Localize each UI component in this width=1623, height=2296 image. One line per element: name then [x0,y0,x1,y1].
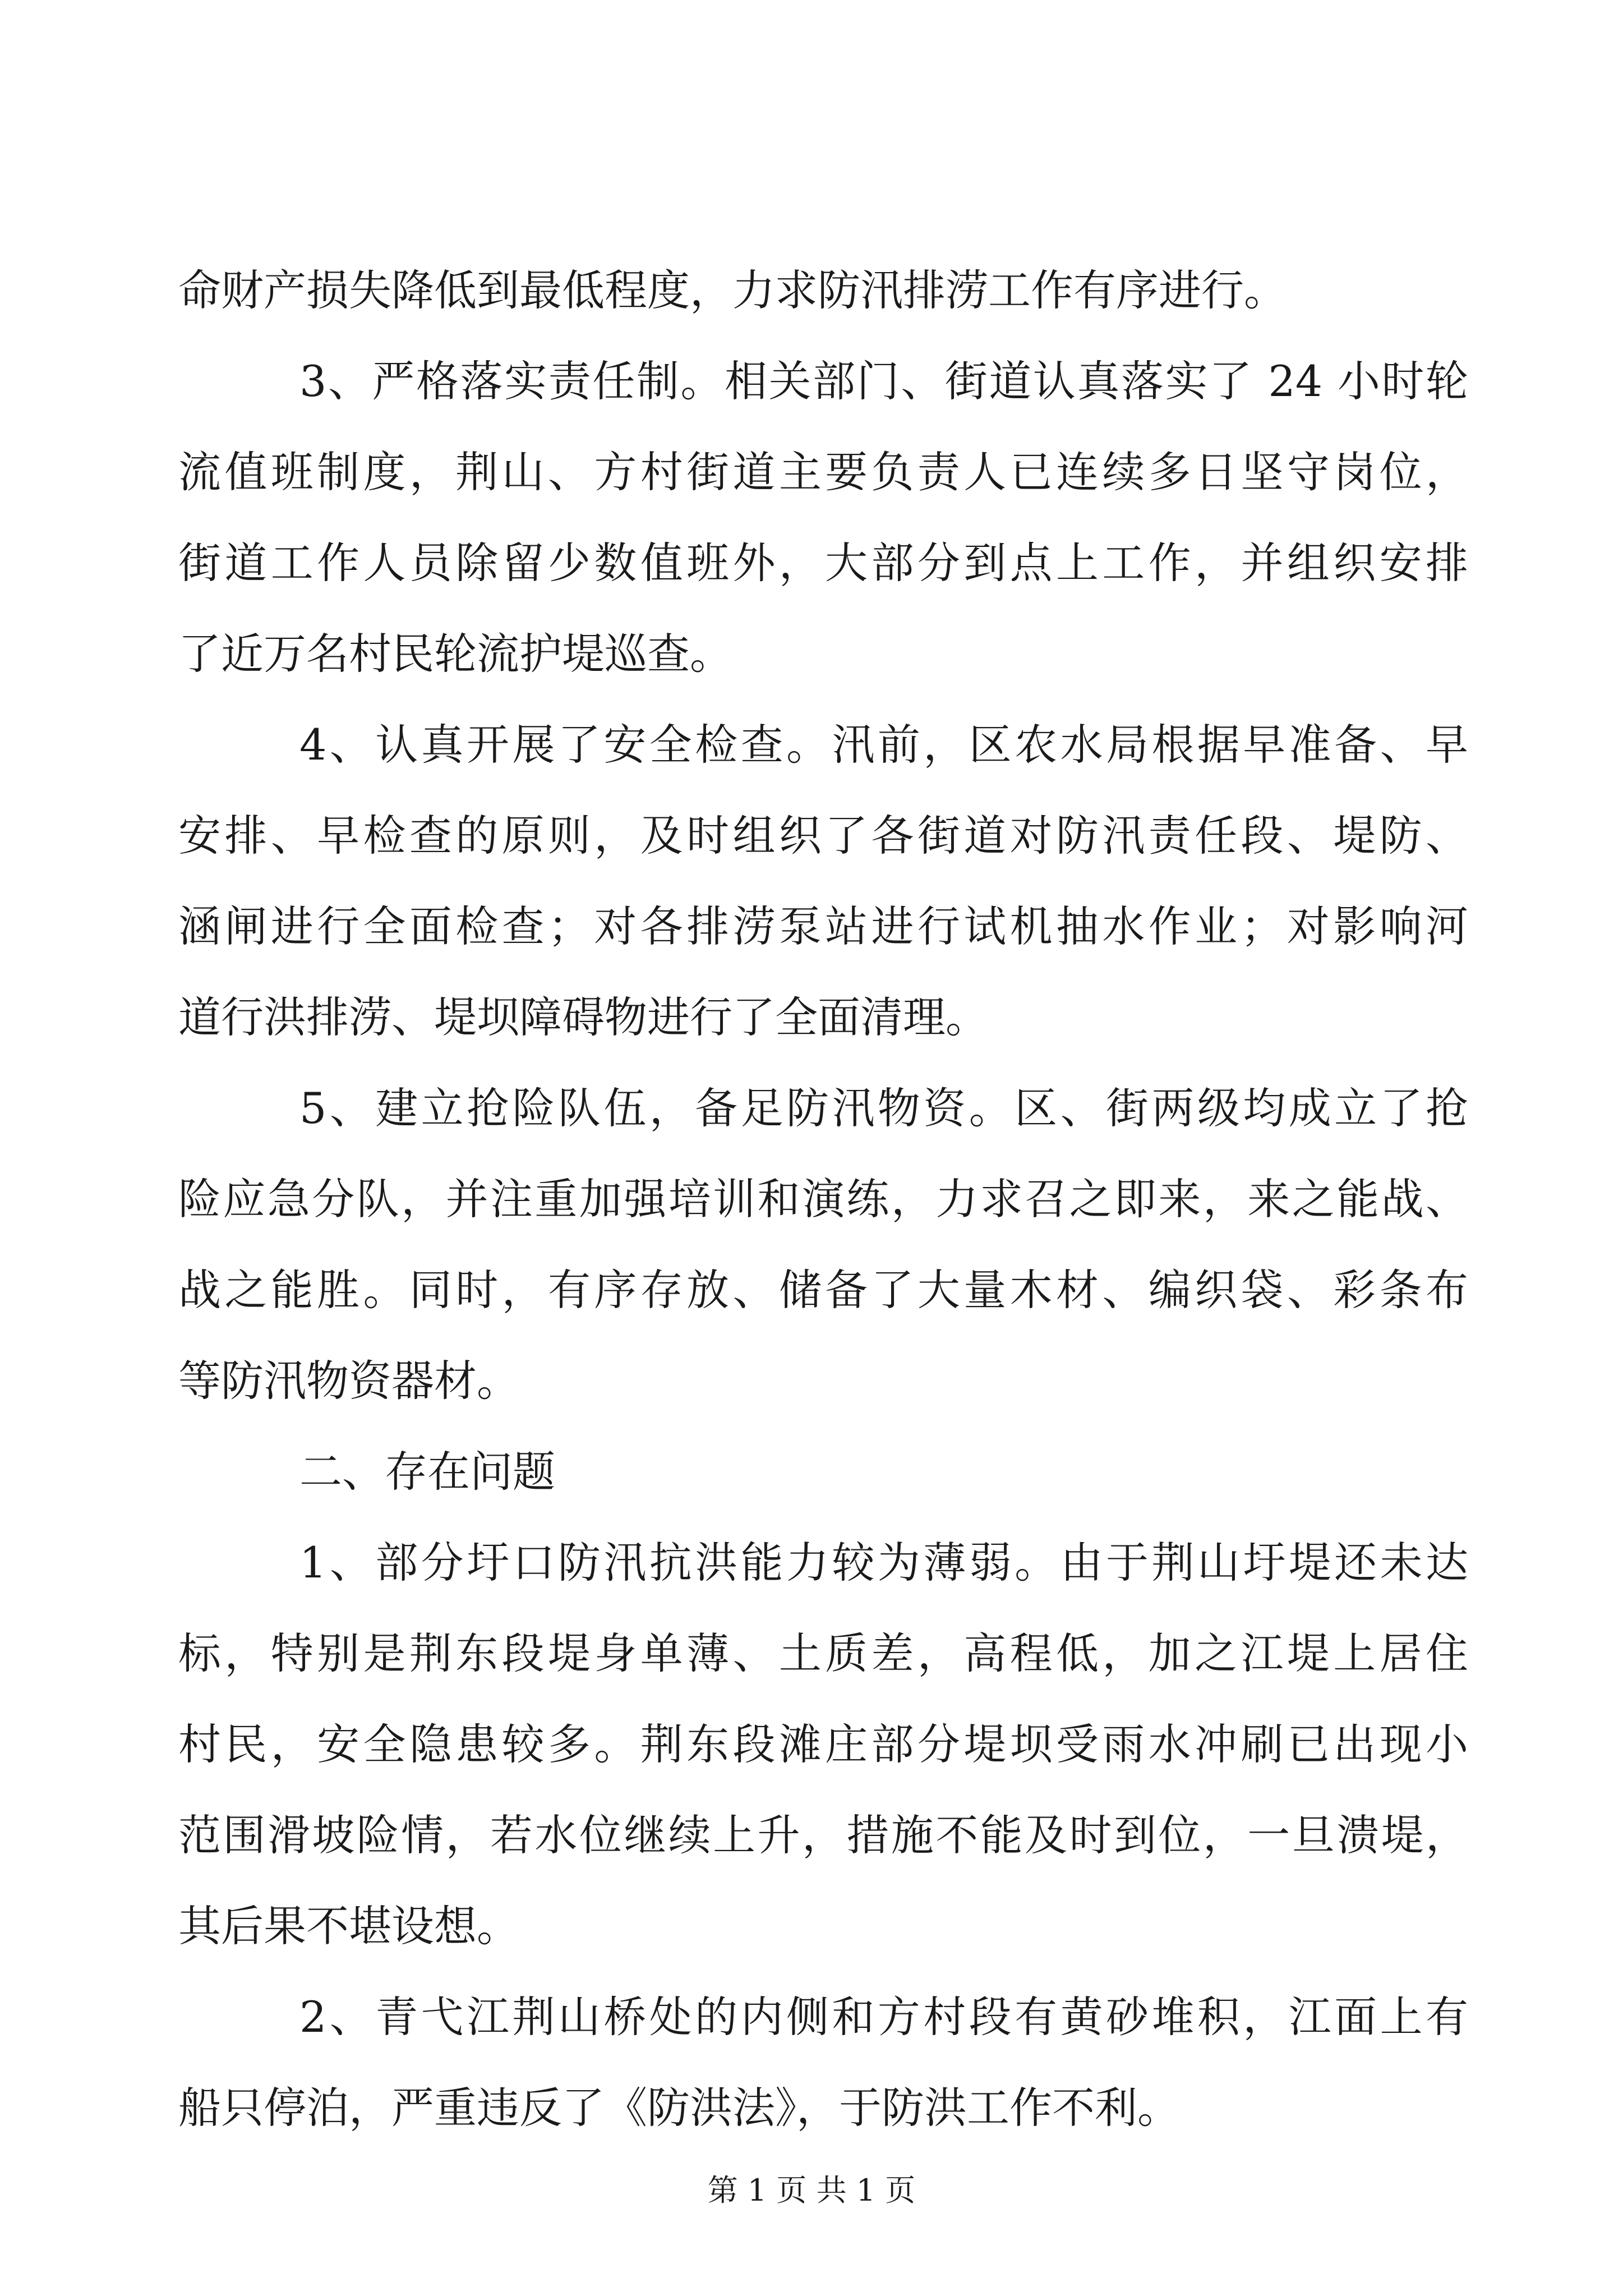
text-line: 其后果不堪设想。 [178,1901,519,1951]
text-line: 标，特别是荆东段堤身单薄、土质差，高程低，加之江堤上居住 [178,1628,1468,1678]
text-line: 等防汛物资器材。 [178,1356,519,1406]
text-line: 流值班制度，荆山、方村街道主要负责人已连续多日坚守岗位， [178,447,1468,497]
text-line: 战之能胜。同时，有序存放、储备了大量木材、编织袋、彩条布 [178,1265,1468,1315]
text-line: 船只停泊，严重违反了《防洪法》，于防洪工作不利。 [178,2083,1180,2133]
text-line: 险应急分队，并注重加强培训和演练，力求召之即来，来之能战、 [178,1174,1468,1224]
text-line: 安排、早检查的原则，及时组织了各街道对防汛责任段、堤防、 [178,811,1468,861]
section-heading: 二、存在问题 [299,1447,555,1497]
text-line: 街道工作人员除留少数值班外，大部分到点上工作，并组织安排 [178,538,1468,588]
text-line: 道行洪排涝、堤坝障碍物进行了全面清理。 [178,992,988,1042]
text-line: 命财产损失降低到最低程度，力求防汛排涝工作有序进行。 [178,265,1287,315]
text-line: 2、青弋江荆山桥处的内侧和方村段有黄砂堆积，江面上有 [299,1992,1468,2042]
text-line: 3、严格落实责任制。相关部门、街道认真落实了 24 小时轮 [299,356,1468,406]
page-footer: 第 1 页 共 1 页 [707,2173,916,2208]
text-line: 4、认真开展了安全检查。汛前，区农水局根据早准备、早 [299,720,1468,770]
text-line: 村民，安全隐患较多。荆东段滩庄部分堤坝受雨水冲刷已出现小 [178,1719,1468,1769]
text-line: 了近万名村民轮流护堤巡查。 [178,629,732,679]
text-line: 5、建立抢险队伍，备足防汛物资。区、街两级均成立了抢 [299,1083,1468,1133]
text-line: 范围滑坡险情，若水位继续上升，措施不能及时到位，一旦溃堤， [178,1810,1468,1860]
text-line: 涵闸进行全面检查；对各排涝泵站进行试机抽水作业；对影响河 [178,901,1468,951]
text-line: 1、部分圩口防汛抗洪能力较为薄弱。由于荆山圩堤还未达 [299,1538,1468,1588]
